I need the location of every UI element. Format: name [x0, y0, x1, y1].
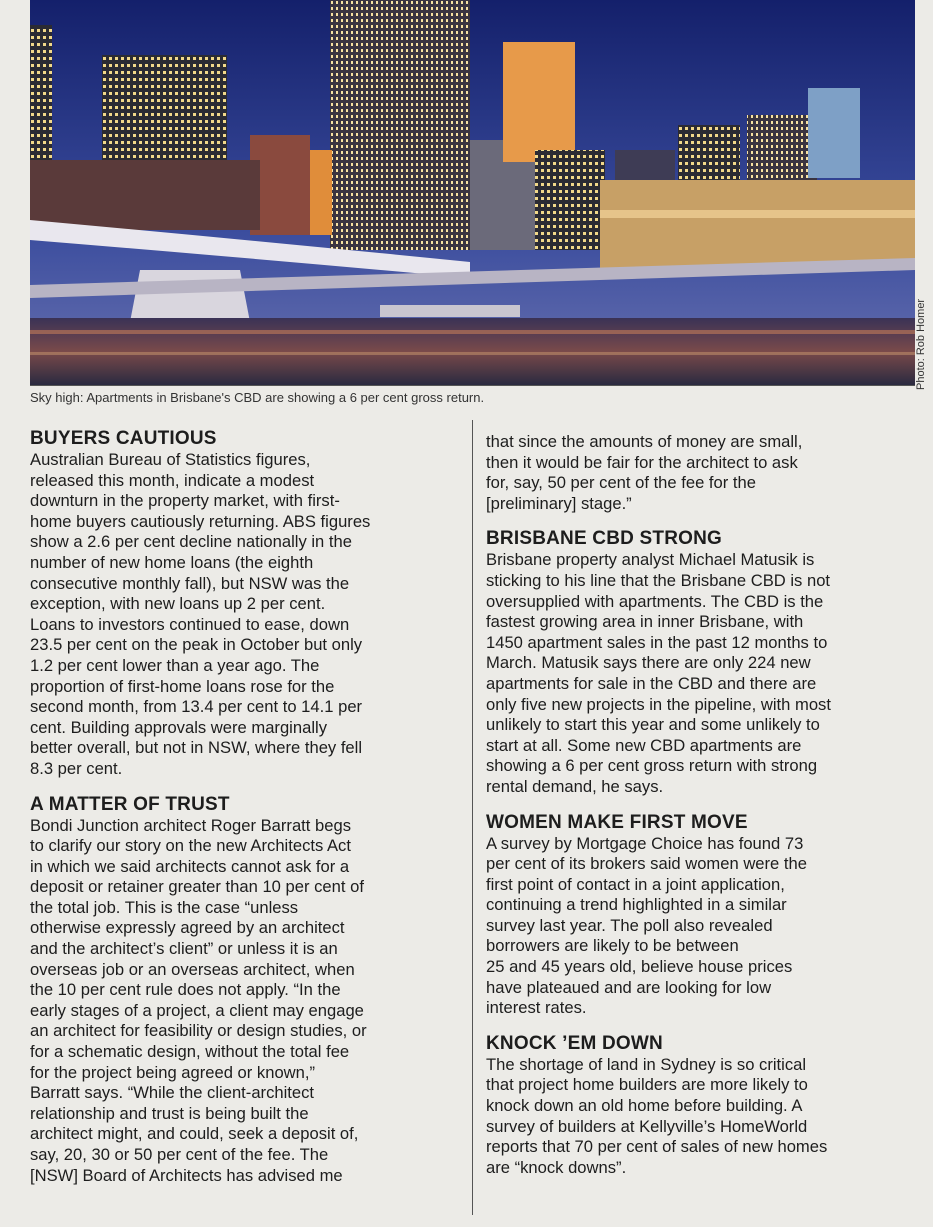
- article-line: borrowers are likely to be between: [486, 936, 739, 956]
- article-line: Barratt says. “While the client-architect: [30, 1083, 315, 1103]
- article-line: for a schematic design, without the total fee: [30, 1042, 350, 1062]
- article-line: architect might, and could, seek a deposit of,: [30, 1124, 359, 1144]
- article-body: [486, 432, 916, 514]
- article-line: A survey by Mortgage Choice has found 73: [486, 833, 804, 853]
- article-line: have plateaued and are looking for low: [486, 977, 772, 997]
- article-body: [486, 550, 916, 797]
- left-column: [30, 428, 460, 1200]
- article-line: relationship and trust is being built the: [30, 1103, 309, 1123]
- right-column: [486, 432, 916, 1192]
- article-heading: A MATTER OF TRUST: [30, 793, 230, 815]
- article-line: exception, with new loans up 2 per cent.: [30, 594, 326, 614]
- article-line: better overall, but not in NSW, where they fell: [30, 738, 363, 758]
- article-section: [486, 528, 916, 797]
- article-line: Brisbane property analyst Michael Matusik is: [486, 550, 815, 570]
- article-line: 25 and 45 years old, believe house prices: [486, 957, 793, 977]
- article-line: for, say, 50 per cent of the fee for the: [486, 473, 756, 493]
- photo-caption: Sky high: Apartments in Brisbane's CBD are showing a 6 per cent gross return.: [30, 390, 485, 405]
- article-line: Bondi Junction architect Roger Barratt begs: [30, 815, 351, 835]
- article-line: 1.2 per cent lower than a year ago. The: [30, 655, 320, 675]
- article-line: downturn in the property market, with first-: [30, 491, 340, 511]
- article-line: [preliminary] stage.”: [486, 493, 632, 513]
- article-line: number of new home loans (the eighth: [30, 552, 314, 572]
- article-line: consecutive monthly fall), but NSW was the: [30, 573, 350, 593]
- article-line: apartments for sale in the CBD and there are: [486, 673, 817, 693]
- article-line: first point of contact in a joint application,: [486, 874, 785, 894]
- article-line: to clarify our story on the new Architects Act: [30, 836, 351, 856]
- article-line: are “knock downs”.: [486, 1157, 627, 1177]
- article-line: survey last year. The poll also revealed: [486, 915, 773, 935]
- brisbane-skyline-photo: [30, 0, 915, 386]
- article-line: The shortage of land in Sydney is so critical: [486, 1054, 807, 1074]
- article-line: cent. Building approvals were marginally: [30, 717, 327, 737]
- article-line: in which we said architects cannot ask for a: [30, 856, 350, 876]
- article-heading: KNOCK ’EM DOWN: [486, 1032, 663, 1054]
- article-section: [486, 432, 916, 514]
- article-line: sticking to his line that the Brisbane CBD is not: [486, 570, 831, 590]
- article-line: 1450 apartment sales in the past 12 months to: [486, 632, 828, 652]
- article-line: home buyers cautiously returning. ABS figures: [30, 511, 371, 531]
- article-line: 23.5 per cent on the peak in October but only: [30, 635, 363, 655]
- article-line: showing a 6 per cent gross return with strong: [486, 756, 818, 776]
- article-line: rental demand, he says.: [486, 776, 664, 796]
- article-section: [30, 794, 460, 1187]
- article-line: continuing a trend highlighted in a similar: [486, 895, 787, 915]
- article-line: released this month, indicate a modest: [30, 470, 315, 490]
- article-line: say, 20, 30 or 50 per cent of the fee. The: [30, 1145, 329, 1164]
- article-line: show a 2.6 per cent decline nationally in the: [30, 532, 352, 552]
- article-section: [30, 428, 460, 780]
- article-line: and the architect’s client” or unless it is an: [30, 939, 338, 959]
- article-line: per cent of its brokers said women were the: [486, 854, 807, 874]
- article-line: early stages of a project, a client may engage: [30, 1000, 364, 1020]
- article-line: unlikely to start this year and some unlikely to: [486, 715, 820, 735]
- article-line: the 10 per cent rule does not apply. “In the: [30, 980, 341, 1000]
- article-line: [NSW] Board of Architects has advised me: [30, 1165, 343, 1185]
- brisbane-city-skyline-photo: [30, 0, 915, 385]
- article-line: the total job. This is the case “unless: [30, 897, 299, 917]
- article-line: that since the amounts of money are small,: [486, 432, 803, 451]
- article-section: [486, 812, 916, 1019]
- article-line: then it would be fair for the architect to ask: [486, 452, 798, 472]
- article-line: that project home builders are more likely to: [486, 1075, 808, 1095]
- article-line: start at all. Some new CBD apartments are: [486, 735, 802, 755]
- article-line: proportion of first-home loans rose for the: [30, 676, 335, 696]
- article-line: March. Matusik says there are only 224 new: [486, 653, 811, 673]
- article-body: [486, 1055, 916, 1179]
- article-body: [30, 450, 460, 780]
- article-heading: WOMEN MAKE FIRST MOVE: [486, 811, 748, 833]
- photo-credit: Photo: Rob Homer: [915, 298, 927, 390]
- article-line: for the project being agreed or known,”: [30, 1062, 316, 1082]
- article-body: [30, 816, 460, 1187]
- column-divider: [472, 420, 473, 1215]
- article-line: knock down an old home before building. A: [486, 1096, 803, 1116]
- article-line: interest rates.: [486, 998, 587, 1018]
- article-line: overseas job or an overseas architect, when: [30, 959, 355, 979]
- article-body: [486, 834, 916, 1019]
- article-line: Australian Bureau of Statistics figures,: [30, 450, 311, 469]
- article-line: fastest growing area in inner Brisbane, with: [486, 612, 804, 632]
- article-line: deposit or retainer greater than 10 per cent of: [30, 877, 364, 897]
- article-section: [486, 1033, 916, 1179]
- article-line: oversupplied with apartments. The CBD is the: [486, 591, 824, 611]
- article-line: only five new projects in the pipeline, with most: [486, 694, 831, 714]
- article-line: otherwise expressly agreed by an architect: [30, 918, 345, 938]
- article-heading: BUYERS CAUTIOUS: [30, 428, 217, 449]
- article-line: an architect for feasibility or design studies, or: [30, 1021, 367, 1041]
- article-line: second month, from 13.4 per cent to 14.1 per: [30, 697, 363, 717]
- article-heading: BRISBANE CBD STRONG: [486, 528, 723, 550]
- article-line: reports that 70 per cent of sales of new homes: [486, 1137, 828, 1157]
- article-line: survey of builders at Kellyville’s HomeWorld: [486, 1116, 808, 1136]
- article-line: 8.3 per cent.: [30, 758, 123, 778]
- article-line: Loans to investors continued to ease, down: [30, 614, 350, 634]
